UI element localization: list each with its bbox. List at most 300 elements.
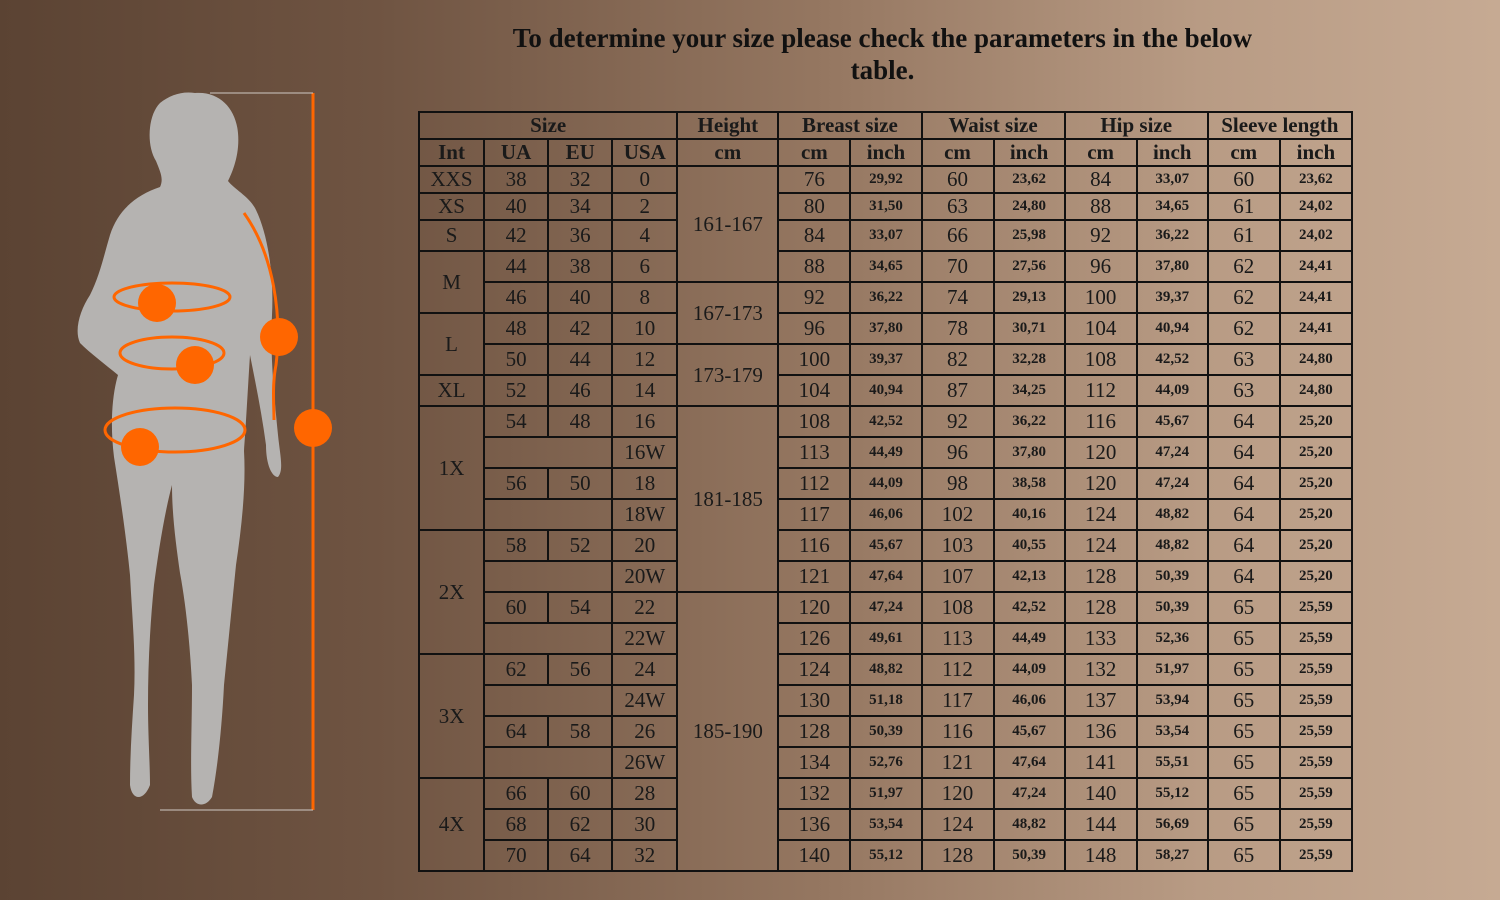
breast-cm-cell: 84: [778, 220, 850, 251]
usa-size-cell: 16: [612, 406, 677, 437]
usa-size-cell: 18W: [612, 499, 677, 530]
breast-cm-cell: 76: [778, 166, 850, 193]
ua-size-cell: 38: [484, 166, 548, 193]
table-row: [419, 747, 1352, 778]
usa-size-cell: 24W: [612, 685, 677, 716]
ua-eu-empty-cell: [484, 747, 612, 778]
ua-size-cell: 58: [484, 530, 548, 561]
height-cell: 181-185: [677, 406, 778, 592]
int-size-cell: 1X: [419, 406, 484, 530]
eu-size-cell: 64: [548, 840, 612, 871]
breast-cm-cell: 104: [778, 375, 850, 406]
table-row: [419, 654, 1352, 685]
table-row: [419, 313, 1352, 344]
breast-inch-cell: 37,80: [850, 313, 921, 344]
hip-cm-cell: 128: [1065, 592, 1137, 623]
eu-size-cell: 34: [548, 193, 612, 220]
waist-inch-cell: 40,55: [994, 530, 1065, 561]
table-row: [419, 437, 1352, 468]
breast-inch-cell: 31,50: [850, 193, 921, 220]
hip-inch-cell: 55,12: [1137, 778, 1208, 809]
hip-inch-cell: 51,97: [1137, 654, 1208, 685]
breast-inch-cell: 45,67: [850, 530, 921, 561]
sleeve-cm-cell: 65: [1208, 778, 1280, 809]
breast-cm-cell: 100: [778, 344, 850, 375]
eu-size-cell: 48: [548, 406, 612, 437]
table-row: [419, 499, 1352, 530]
sleeve-cm-cell: 64: [1208, 468, 1280, 499]
usa-size-cell: 20W: [612, 561, 677, 592]
breast-marker: [138, 284, 176, 322]
hip-cm-cell: 92: [1065, 220, 1137, 251]
breast-cm-cell: 112: [778, 468, 850, 499]
breast-inch-cell: 36,22: [850, 282, 921, 313]
hip-cm-cell: 140: [1065, 778, 1137, 809]
ua-size-cell: 54: [484, 406, 548, 437]
hip-cm-cell: 100: [1065, 282, 1137, 313]
table-row: [419, 685, 1352, 716]
sleeve-cm-cell: 64: [1208, 530, 1280, 561]
hip-cm-cell: 141: [1065, 747, 1137, 778]
usa-size-cell: 12: [612, 344, 677, 375]
usa-size-cell: 4: [612, 220, 677, 251]
sleeve-cm-cell: 63: [1208, 344, 1280, 375]
waist-inch-cell: 50,39: [994, 840, 1065, 871]
table-row: [419, 716, 1352, 747]
waist-inch-cell: 47,24: [994, 778, 1065, 809]
breast-cm-subheader: cm: [778, 139, 850, 166]
waist-cm-cell: 63: [922, 193, 994, 220]
hip-inch-cell: 53,54: [1137, 716, 1208, 747]
hip-cm-cell: 108: [1065, 344, 1137, 375]
table-row: [419, 592, 1352, 623]
breast-inch-cell: 44,49: [850, 437, 921, 468]
eu-size-cell: 54: [548, 592, 612, 623]
ua-size-cell: 42: [484, 220, 548, 251]
eu-size-cell: 38: [548, 251, 612, 282]
usa-size-cell: 22W: [612, 623, 677, 654]
sleeve-inch-cell: 25,20: [1280, 406, 1352, 437]
sleeve-inch-cell: 25,59: [1280, 840, 1352, 871]
sleeve-marker: [260, 318, 298, 356]
usa-size-cell: 20: [612, 530, 677, 561]
waist-marker: [176, 346, 214, 384]
hip-inch-subheader: inch: [1137, 139, 1208, 166]
usa-size-cell: 16W: [612, 437, 677, 468]
hip-inch-cell: 45,67: [1137, 406, 1208, 437]
waist-inch-cell: 45,67: [994, 716, 1065, 747]
hip-inch-cell: 53,94: [1137, 685, 1208, 716]
breast-cm-cell: 80: [778, 193, 850, 220]
waist-inch-cell: 23,62: [994, 166, 1065, 193]
waist-cm-cell: 96: [922, 437, 994, 468]
breast-inch-cell: 34,65: [850, 251, 921, 282]
breast-cm-cell: 140: [778, 840, 850, 871]
woman-silhouette: [78, 92, 282, 804]
waist-inch-cell: 29,13: [994, 282, 1065, 313]
sleeve-inch-cell: 25,59: [1280, 623, 1352, 654]
hip-cm-cell: 96: [1065, 251, 1137, 282]
breast-cm-cell: 120: [778, 592, 850, 623]
sleeve-inch-cell: 24,80: [1280, 344, 1352, 375]
height-cell: 161-167: [677, 166, 778, 282]
sleeve-cm-cell: 61: [1208, 220, 1280, 251]
sleeve-cm-cell: 65: [1208, 747, 1280, 778]
waist-inch-cell: 30,71: [994, 313, 1065, 344]
sleeve-cm-cell: 64: [1208, 406, 1280, 437]
hip-cm-cell: 84: [1065, 166, 1137, 193]
table-row: [419, 375, 1352, 406]
breast-cm-cell: 121: [778, 561, 850, 592]
eu-size-cell: 42: [548, 313, 612, 344]
sleeve-inch-cell: 24,02: [1280, 220, 1352, 251]
waist-cm-cell: 98: [922, 468, 994, 499]
sleeve-inch-cell: 25,20: [1280, 499, 1352, 530]
sleeve-inch-cell: 24,02: [1280, 193, 1352, 220]
waist-inch-cell: 34,25: [994, 375, 1065, 406]
sleeve-cm-cell: 65: [1208, 840, 1280, 871]
sleeve-cm-cell: 65: [1208, 592, 1280, 623]
breast-cm-cell: 88: [778, 251, 850, 282]
sleeve-cm-cell: 62: [1208, 313, 1280, 344]
breast-cm-cell: 108: [778, 406, 850, 437]
sleeve-inch-cell: 25,20: [1280, 468, 1352, 499]
waist-inch-cell: 42,52: [994, 592, 1065, 623]
ua-size-cell: 56: [484, 468, 548, 499]
sleeve-cm-subheader: cm: [1208, 139, 1280, 166]
ua-eu-empty-cell: [484, 561, 612, 592]
int-size-cell: 3X: [419, 654, 484, 778]
breast-inch-cell: 51,97: [850, 778, 921, 809]
waist-cm-cell: 102: [922, 499, 994, 530]
int-size-cell: L: [419, 313, 484, 375]
hip-cm-cell: 88: [1065, 193, 1137, 220]
int-size-cell: XL: [419, 375, 484, 406]
breast-cm-cell: 134: [778, 747, 850, 778]
usa-size-cell: 32: [612, 840, 677, 871]
eu-size-cell: 60: [548, 778, 612, 809]
table-row: [419, 251, 1352, 282]
usa-size-cell: 28: [612, 778, 677, 809]
waist-cm-cell: 120: [922, 778, 994, 809]
ua-eu-empty-cell: [484, 437, 612, 468]
waist-cm-cell: 124: [922, 809, 994, 840]
height-header: Height: [677, 112, 778, 139]
eu-size-cell: 52: [548, 530, 612, 561]
waist-cm-cell: 103: [922, 530, 994, 561]
ua-eu-empty-cell: [484, 499, 612, 530]
hip-inch-cell: 34,65: [1137, 193, 1208, 220]
int-size-cell: 4X: [419, 778, 484, 871]
waist-cm-cell: 113: [922, 623, 994, 654]
breast-inch-cell: 49,61: [850, 623, 921, 654]
body-measurement-figure: [60, 85, 360, 815]
eu-size-cell: 40: [548, 282, 612, 313]
breast-inch-cell: 53,54: [850, 809, 921, 840]
hip-cm-cell: 136: [1065, 716, 1137, 747]
sleeve-inch-cell: 24,41: [1280, 282, 1352, 313]
waist-inch-cell: 25,98: [994, 220, 1065, 251]
sleeve-inch-cell: 25,59: [1280, 685, 1352, 716]
breast-cm-cell: 113: [778, 437, 850, 468]
waist-cm-cell: 60: [922, 166, 994, 193]
breast-inch-cell: 39,37: [850, 344, 921, 375]
sleeve-cm-cell: 64: [1208, 561, 1280, 592]
table-row: [419, 344, 1352, 375]
ua-size-cell: 66: [484, 778, 548, 809]
sleeve-inch-cell: 25,20: [1280, 437, 1352, 468]
sleeve-cm-cell: 64: [1208, 499, 1280, 530]
table-row: [419, 166, 1352, 193]
hip-inch-cell: 48,82: [1137, 499, 1208, 530]
usa-size-cell: 2: [612, 193, 677, 220]
sleeve-inch-cell: 24,41: [1280, 251, 1352, 282]
eu-size-cell: 58: [548, 716, 612, 747]
waist-cm-cell: 116: [922, 716, 994, 747]
int-size-cell: S: [419, 220, 484, 251]
hip-cm-cell: 137: [1065, 685, 1137, 716]
table-row: [419, 809, 1352, 840]
hip-inch-cell: 58,27: [1137, 840, 1208, 871]
ua-size-cell: 40: [484, 193, 548, 220]
sleeve-inch-cell: 23,62: [1280, 166, 1352, 193]
waist-cm-cell: 82: [922, 344, 994, 375]
usa-size-cell: 10: [612, 313, 677, 344]
ua-eu-empty-cell: [484, 623, 612, 654]
height-cell: 185-190: [677, 592, 778, 871]
breast-cm-cell: 132: [778, 778, 850, 809]
eu-subheader: EU: [548, 139, 612, 166]
hip-cm-cell: 104: [1065, 313, 1137, 344]
usa-size-cell: 30: [612, 809, 677, 840]
sleeve-cm-cell: 65: [1208, 685, 1280, 716]
table-row: [419, 220, 1352, 251]
eu-size-cell: 44: [548, 344, 612, 375]
hip-inch-cell: 50,39: [1137, 561, 1208, 592]
breast-inch-cell: 51,18: [850, 685, 921, 716]
sleeve-inch-cell: 25,59: [1280, 716, 1352, 747]
hip-cm-cell: 116: [1065, 406, 1137, 437]
ua-size-cell: 46: [484, 282, 548, 313]
table-row: [419, 530, 1352, 561]
hip-inch-cell: 47,24: [1137, 437, 1208, 468]
hip-inch-cell: 52,36: [1137, 623, 1208, 654]
sleeve-cm-cell: 64: [1208, 437, 1280, 468]
sleeve-inch-cell: 25,59: [1280, 654, 1352, 685]
breast-cm-cell: 130: [778, 685, 850, 716]
hip-cm-cell: 112: [1065, 375, 1137, 406]
waist-inch-cell: 44,09: [994, 654, 1065, 685]
waist-inch-cell: 42,13: [994, 561, 1065, 592]
waist-inch-cell: 40,16: [994, 499, 1065, 530]
page-title: To determine your size please check the parameters in the below table.: [512, 23, 1253, 85]
height-cell: 173-179: [677, 344, 778, 406]
usa-subheader: USA: [612, 139, 677, 166]
usa-size-cell: 6: [612, 251, 677, 282]
waist-inch-cell: 27,56: [994, 251, 1065, 282]
sleeve-inch-cell: 24,41: [1280, 313, 1352, 344]
table-row: [419, 406, 1352, 437]
hip-cm-cell: 148: [1065, 840, 1137, 871]
table-row: [419, 778, 1352, 809]
waist-cm-cell: 87: [922, 375, 994, 406]
height-cm-subheader: cm: [677, 139, 778, 166]
breast-cm-cell: 117: [778, 499, 850, 530]
eu-size-cell: 46: [548, 375, 612, 406]
ua-size-cell: 48: [484, 313, 548, 344]
waist-header: Waist size: [922, 112, 1065, 139]
hip-inch-cell: 55,51: [1137, 747, 1208, 778]
size-table: [418, 111, 1353, 872]
hip-cm-cell: 124: [1065, 530, 1137, 561]
waist-cm-cell: 92: [922, 406, 994, 437]
int-size-cell: 2X: [419, 530, 484, 654]
sleeve-inch-cell: 24,80: [1280, 375, 1352, 406]
hip-inch-cell: 50,39: [1137, 592, 1208, 623]
hip-cm-cell: 132: [1065, 654, 1137, 685]
table-row: [419, 193, 1352, 220]
sleeve-cm-cell: 65: [1208, 623, 1280, 654]
int-size-cell: XXS: [419, 166, 484, 193]
breast-inch-cell: 46,06: [850, 499, 921, 530]
waist-inch-cell: 37,80: [994, 437, 1065, 468]
waist-cm-subheader: cm: [922, 139, 994, 166]
hip-inch-cell: 33,07: [1137, 166, 1208, 193]
breast-cm-cell: 116: [778, 530, 850, 561]
sleeve-cm-cell: 65: [1208, 809, 1280, 840]
breast-inch-subheader: inch: [850, 139, 921, 166]
sleeve-inch-cell: 25,59: [1280, 592, 1352, 623]
sleeve-cm-cell: 62: [1208, 251, 1280, 282]
waist-cm-cell: 117: [922, 685, 994, 716]
sleeve-cm-cell: 65: [1208, 716, 1280, 747]
waist-inch-cell: 47,64: [994, 747, 1065, 778]
hip-marker: [121, 428, 159, 466]
waist-inch-cell: 32,28: [994, 344, 1065, 375]
breast-cm-cell: 128: [778, 716, 850, 747]
hip-cm-cell: 120: [1065, 468, 1137, 499]
ua-size-cell: 44: [484, 251, 548, 282]
waist-cm-cell: 128: [922, 840, 994, 871]
ua-size-cell: 62: [484, 654, 548, 685]
breast-inch-cell: 50,39: [850, 716, 921, 747]
breast-header: Breast size: [778, 112, 921, 139]
breast-inch-cell: 29,92: [850, 166, 921, 193]
breast-cm-cell: 136: [778, 809, 850, 840]
breast-inch-cell: 47,24: [850, 592, 921, 623]
waist-cm-cell: 74: [922, 282, 994, 313]
breast-cm-cell: 124: [778, 654, 850, 685]
usa-size-cell: 0: [612, 166, 677, 193]
ua-eu-empty-cell: [484, 685, 612, 716]
ua-size-cell: 64: [484, 716, 548, 747]
breast-cm-cell: 126: [778, 623, 850, 654]
breast-inch-cell: 48,82: [850, 654, 921, 685]
breast-cm-cell: 92: [778, 282, 850, 313]
sleeve-cm-cell: 63: [1208, 375, 1280, 406]
size-header: Size: [419, 112, 677, 139]
table-row: [419, 282, 1352, 313]
waist-cm-cell: 107: [922, 561, 994, 592]
ua-size-cell: 50: [484, 344, 548, 375]
sleeve-inch-cell: 25,59: [1280, 747, 1352, 778]
hip-inch-cell: 39,37: [1137, 282, 1208, 313]
usa-size-cell: 8: [612, 282, 677, 313]
breast-inch-cell: 47,64: [850, 561, 921, 592]
hip-inch-cell: 36,22: [1137, 220, 1208, 251]
waist-inch-cell: 44,49: [994, 623, 1065, 654]
int-size-cell: M: [419, 251, 484, 313]
hip-cm-cell: 133: [1065, 623, 1137, 654]
int-size-cell: XS: [419, 193, 484, 220]
waist-cm-cell: 112: [922, 654, 994, 685]
height-marker: [294, 409, 332, 447]
hip-cm-cell: 124: [1065, 499, 1137, 530]
hip-inch-cell: 47,24: [1137, 468, 1208, 499]
ua-size-cell: 70: [484, 840, 548, 871]
hip-cm-cell: 144: [1065, 809, 1137, 840]
hip-inch-cell: 40,94: [1137, 313, 1208, 344]
breast-inch-cell: 42,52: [850, 406, 921, 437]
waist-inch-cell: 36,22: [994, 406, 1065, 437]
table-row: [419, 561, 1352, 592]
hip-inch-cell: 44,09: [1137, 375, 1208, 406]
breast-inch-cell: 44,09: [850, 468, 921, 499]
waist-cm-cell: 108: [922, 592, 994, 623]
sleeve-inch-cell: 25,20: [1280, 561, 1352, 592]
usa-size-cell: 24: [612, 654, 677, 685]
ua-subheader: UA: [484, 139, 548, 166]
usa-size-cell: 18: [612, 468, 677, 499]
int-subheader: Int: [419, 139, 484, 166]
sleeve-cm-cell: 61: [1208, 193, 1280, 220]
ua-size-cell: 52: [484, 375, 548, 406]
height-cell: 167-173: [677, 282, 778, 344]
waist-inch-cell: 46,06: [994, 685, 1065, 716]
waist-cm-cell: 121: [922, 747, 994, 778]
sleeve-inch-cell: 25,20: [1280, 530, 1352, 561]
breast-inch-cell: 33,07: [850, 220, 921, 251]
eu-size-cell: 32: [548, 166, 612, 193]
table-row: [419, 623, 1352, 654]
breast-cm-cell: 96: [778, 313, 850, 344]
waist-cm-cell: 70: [922, 251, 994, 282]
breast-inch-cell: 55,12: [850, 840, 921, 871]
sleeve-cm-cell: 65: [1208, 654, 1280, 685]
sleeve-cm-cell: 60: [1208, 166, 1280, 193]
breast-inch-cell: 52,76: [850, 747, 921, 778]
hip-cm-cell: 120: [1065, 437, 1137, 468]
eu-size-cell: 50: [548, 468, 612, 499]
hip-inch-cell: 37,80: [1137, 251, 1208, 282]
sleeve-inch-cell: 25,59: [1280, 809, 1352, 840]
table-row: [419, 840, 1352, 871]
waist-cm-cell: 78: [922, 313, 994, 344]
sleeve-cm-cell: 62: [1208, 282, 1280, 313]
table-row: [419, 468, 1352, 499]
usa-size-cell: 22: [612, 592, 677, 623]
eu-size-cell: 62: [548, 809, 612, 840]
eu-size-cell: 56: [548, 654, 612, 685]
breast-inch-cell: 40,94: [850, 375, 921, 406]
hip-inch-cell: 56,69: [1137, 809, 1208, 840]
waist-inch-cell: 24,80: [994, 193, 1065, 220]
waist-inch-subheader: inch: [994, 139, 1065, 166]
usa-size-cell: 26: [612, 716, 677, 747]
usa-size-cell: 14: [612, 375, 677, 406]
waist-inch-cell: 48,82: [994, 809, 1065, 840]
sleeve-inch-subheader: inch: [1280, 139, 1352, 166]
